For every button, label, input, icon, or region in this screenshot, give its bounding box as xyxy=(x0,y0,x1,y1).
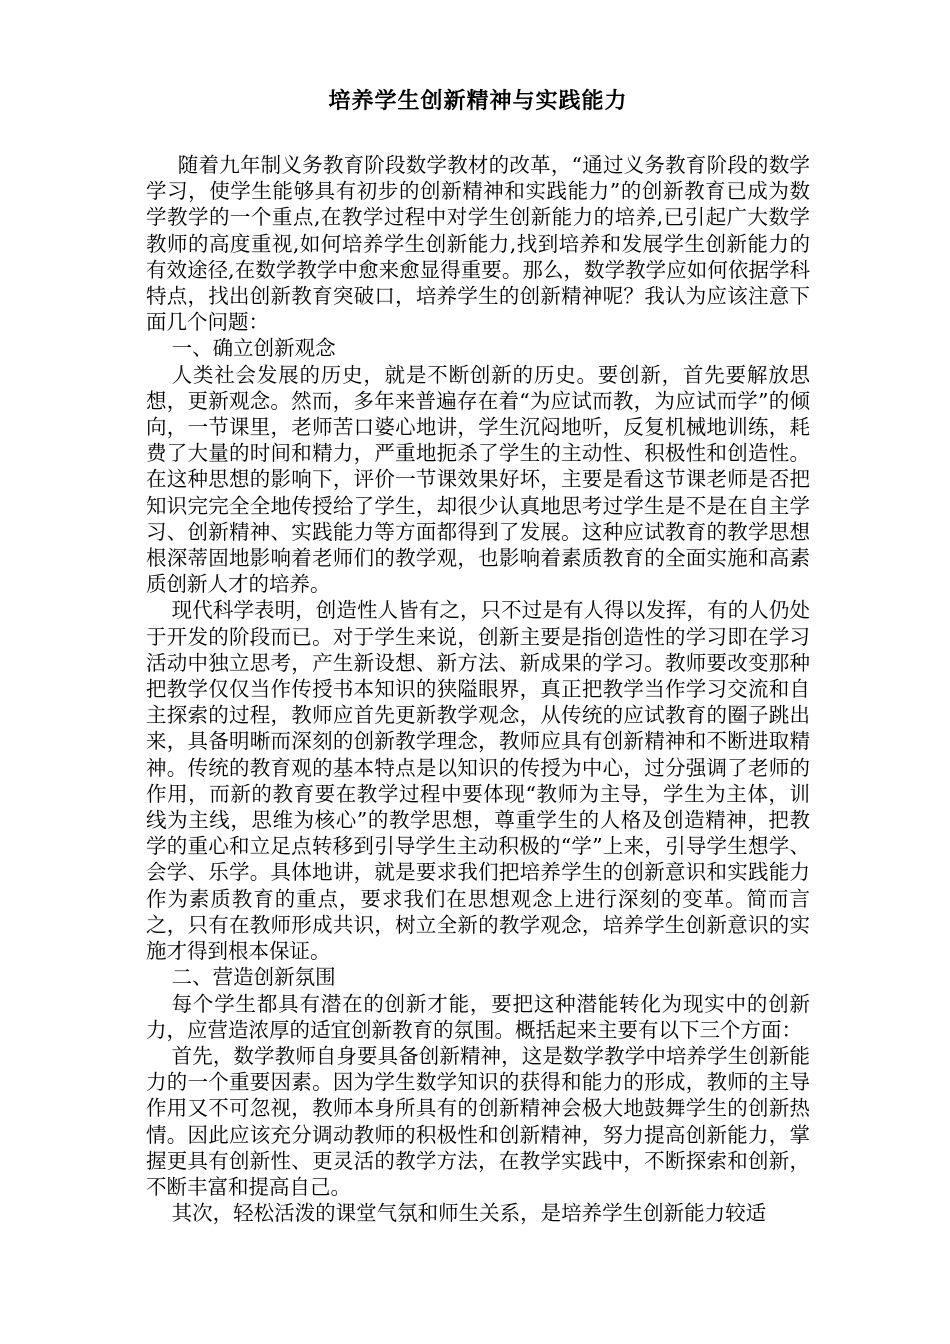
section-heading-2: 二、营造创新氛围 xyxy=(171,965,336,990)
document-page xyxy=(146,84,810,1226)
section1-paragraph-1: 人类社会发展的历史，就是不断创新的历史。要创新，首先要解放思想，更新观念。然而，多年来普遍存在着“为应试而教，为应试而学”的倾向，一节课里，老师苦口婆心地讲，学生沉闷地听，反复机械地训练，耗费了大量的时间和精力，严重地扼杀了学生的主动性、积极性和创造性。在这种思想的影响下，评价一节课效果好坏，主要是看这节课老师是否把知识完完全全地传授给了学生，却很少认真地思考过学生是不是在自主学习、创新精神、实践能力等方面都得到了发展。这种应试教育的教学思想根深蒂固地影响着老师们的教学观，也影响着素质教育的全面实施和高素质创新人才的培养。 xyxy=(146,362,810,597)
section2-paragraph-3: 其次，轻松活泼的课堂气氛和师生关系，是培养学生创新能力较适 xyxy=(171,1201,767,1226)
section2-paragraph-1: 每个学生都具有潜在的创新才能，要把这种潜能转化为现实中的创新力，应营造浓厚的适宜创新教育的氛围。概括起来主要有以下三个方面： xyxy=(146,991,810,1042)
intro-paragraph: 随着九年制义务教育阶段数学教材的改革，“通过义务教育阶段的数学学习，使学生能够具有初步的创新精神和实践能力”的创新教育已成为数学教学的一个重点,在教学过程中对学生创新能力的培养,已引起广大数学教师的高度重视,如何培养学生创新能力,找到培养和发展学生创新能力的有效途径,在数学教学中愈来愈显得重要。那么，数学教学应如何依据学科特点，找出创新教育突破口，培养学生的创新精神呢？我认为应该注意下面几个问题： xyxy=(146,153,810,335)
section2-paragraph-2: 首先，数学教师自身要具备创新精神，这是数学教学中培养学生创新能力的一个重要因素。因为学生数学知识的获得和能力的形成，教师的主导作用又不可忽视，教师本身所具有的创新精神会极大地鼓舞学生的创新热情。因此应该充分调动教师的积极性和创新精神，努力提高创新能力，掌握更具有创新性、更灵活的教学方法，在教学实践中，不断探索和创新，不断丰富和提高自己。 xyxy=(146,1043,810,1199)
section1-paragraph-2: 现代科学表明，创造性人皆有之，只不过是有人得以发挥，有的人仍处于开发的阶段而已。对于学生来说，创新主要是指创造性的学习即在学习活动中独立思考，产生新设想、新方法、新成果的学习。教师要改变那种把教学仅仅当作传授书本知识的狭隘眼界，真正把教学当作学习交流和自主探索的过程，教师应首先更新教学观念，从传统的应试教育的圈子跳出来，具备明晰而深刻的创新教学理念，教师应具有创新精神和不断进取精神。传统的教育观的基本特点是以知识的传授为中心，过分强调了老师的作用，而新的教育要在教学过程中要体现“教师为主导，学生为主体，训线为主线，思维为核心”的教学思想，尊重学生的人格及创造精神，把教学的重心和立足点转移到引导学生主动积极的“学”上来，引导学生想学、会学、乐学。具体地讲，就是要求我们把培养学生的创新意识和实践能力作为素质教育的重点，要求我们在思想观念上进行深刻的变革。简而言之，只有在教师形成共识，树立全新的教学观念，培养学生创新意识的实施才得到根本保证。 xyxy=(146,598,810,964)
page-title: 培养学生创新精神与实践能力 xyxy=(328,88,628,114)
section-heading-1: 一、确立创新观念 xyxy=(171,336,336,361)
